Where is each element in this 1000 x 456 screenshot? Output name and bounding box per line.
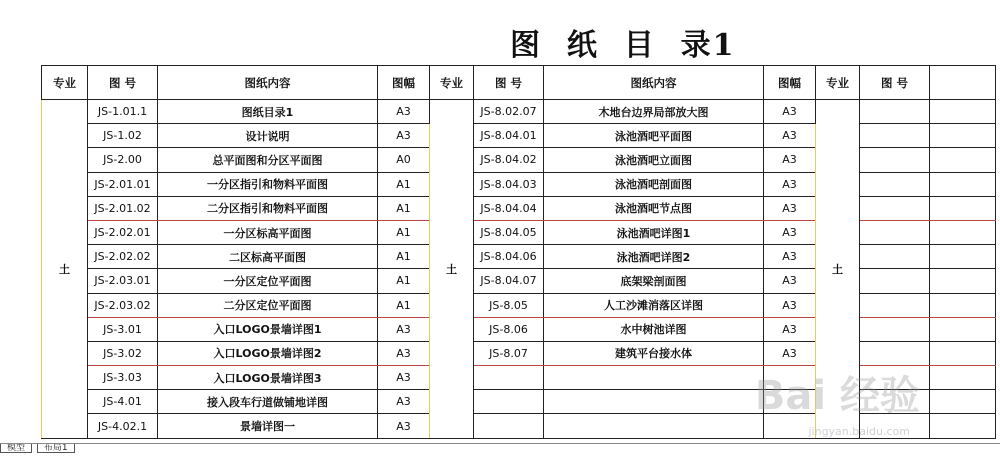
drawing-number: [860, 269, 930, 293]
drawing-number: JS-2.01.02: [88, 196, 158, 220]
drawing-size: A3: [378, 341, 430, 365]
drawing-size: A3: [764, 148, 816, 172]
drawing-number: JS-8.04.03: [474, 172, 544, 196]
drawing-number: JS-2.03.02: [88, 293, 158, 317]
drawing-number: [860, 245, 930, 269]
header-size: 图幅: [378, 66, 430, 100]
drawing-size: [764, 390, 816, 414]
drawing-number: JS-4.02.1: [88, 414, 158, 438]
spec-cell: 土: [430, 100, 474, 439]
drawing-number: JS-1.01.1: [88, 100, 158, 124]
drawing-number: JS-8.04.07: [474, 269, 544, 293]
drawing-content: [930, 245, 996, 269]
header-content: 图纸内容: [544, 66, 764, 100]
drawing-content: [930, 124, 996, 148]
drawing-number: [860, 414, 930, 438]
drawing-content: 二分区定位平面图: [158, 293, 378, 317]
drawing-content: [930, 341, 996, 365]
drawing-number: JS-2.02.02: [88, 245, 158, 269]
drawing-content: [930, 220, 996, 244]
drawing-number: JS-3.03: [88, 366, 158, 390]
drawing-content: 设计说明: [158, 124, 378, 148]
drawing-size: A3: [378, 414, 430, 438]
drawing-size: A3: [764, 341, 816, 365]
drawing-content: 入口LOGO景墙详图1: [158, 317, 378, 341]
drawing-number: [474, 390, 544, 414]
table-row: [42, 100, 996, 124]
spec-cell: 土: [816, 100, 860, 439]
drawing-content: 木地台边界局部放大图: [544, 100, 764, 124]
drawing-content: [930, 414, 996, 438]
drawing-content: 水中树池详图: [544, 317, 764, 341]
drawing-size: A3: [764, 124, 816, 148]
drawing-number: JS-3.02: [88, 341, 158, 365]
header-spec: 专业: [42, 66, 88, 100]
drawing-size: A3: [378, 317, 430, 341]
drawing-number: [860, 148, 930, 172]
drawing-number: JS-8.05: [474, 293, 544, 317]
drawing-content: [930, 196, 996, 220]
drawing-number: [860, 390, 930, 414]
drawing-number: JS-8.04.02: [474, 148, 544, 172]
spec-cell: 土: [42, 100, 88, 439]
drawing-index-table: [41, 65, 996, 439]
drawing-number: JS-8.04.01: [474, 124, 544, 148]
drawing-size: A3: [764, 269, 816, 293]
drawing-content: [930, 100, 996, 124]
drawing-number: JS-8.04.05: [474, 220, 544, 244]
header-spec: 专业: [430, 66, 474, 100]
drawing-size: A3: [764, 196, 816, 220]
header-content: 图纸内容: [158, 66, 378, 100]
drawing-size: A1: [378, 196, 430, 220]
drawing-number: JS-2.03.01: [88, 269, 158, 293]
drawing-content: 二分区指引和物料平面图: [158, 196, 378, 220]
drawing-size: A3: [764, 220, 816, 244]
drawing-content: 入口LOGO景墙详图3: [158, 366, 378, 390]
drawing-content: 景墙详图一: [158, 414, 378, 438]
drawing-number: [860, 317, 930, 341]
drawing-size: A3: [764, 293, 816, 317]
drawing-content: 入口LOGO景墙详图2: [158, 341, 378, 365]
drawing-size: A3: [764, 317, 816, 341]
drawing-content: 总平面图和分区平面图: [158, 148, 378, 172]
drawing-content: [544, 414, 764, 438]
drawing-size: A3: [764, 172, 816, 196]
drawing-content: 一分区指引和物料平面图: [158, 172, 378, 196]
drawing-number: [860, 196, 930, 220]
header-number: 图 号: [474, 66, 544, 100]
drawing-number: [860, 293, 930, 317]
drawing-content: [930, 148, 996, 172]
tab-model[interactable]: 模型: [0, 444, 32, 453]
drawing-size: A1: [378, 172, 430, 196]
drawing-size: A3: [764, 245, 816, 269]
sheet-title: 图 纸 目 录1: [510, 28, 736, 63]
drawing-size: A1: [378, 269, 430, 293]
table-body: [42, 100, 996, 439]
drawing-size: A3: [378, 100, 430, 124]
drawing-number: [860, 100, 930, 124]
drawing-number: [860, 172, 930, 196]
drawing-size: A3: [764, 100, 816, 124]
drawing-number: JS-3.01: [88, 317, 158, 341]
header-number: 图 号: [860, 66, 930, 100]
drawing-content: [930, 390, 996, 414]
drawing-size: A0: [378, 148, 430, 172]
drawing-number: JS-8.02.07: [474, 100, 544, 124]
drawing-number: [474, 366, 544, 390]
drawing-size: A3: [378, 390, 430, 414]
drawing-size: A1: [378, 245, 430, 269]
drawing-number: JS-2.00: [88, 148, 158, 172]
header-blank: [930, 66, 996, 100]
drawing-content: 泳池酒吧剖面图: [544, 172, 764, 196]
drawing-number: [474, 414, 544, 438]
drawing-number: JS-8.04.04: [474, 196, 544, 220]
drawing-number: JS-8.07: [474, 341, 544, 365]
drawing-size: A1: [378, 220, 430, 244]
drawing-content: 泳池酒吧详图2: [544, 245, 764, 269]
drawing-number: JS-8.04.06: [474, 245, 544, 269]
header-size: 图幅: [764, 66, 816, 100]
drawing-content: [544, 390, 764, 414]
drawing-content: [930, 366, 996, 390]
drawing-number: JS-1.02: [88, 124, 158, 148]
drawing-content: 泳池酒吧节点图: [544, 196, 764, 220]
header-spec: 专业: [816, 66, 860, 100]
drawing-number: [860, 366, 930, 390]
drawing-content: 人工沙滩消落区详图: [544, 293, 764, 317]
drawing-content: [930, 172, 996, 196]
drawing-content: 建筑平台接水体: [544, 341, 764, 365]
drawing-number: JS-2.01.01: [88, 172, 158, 196]
drawing-number: [860, 220, 930, 244]
watermark: Bai 经验: [754, 373, 920, 419]
drawing-content: 泳池酒吧平面图: [544, 124, 764, 148]
watermark-url: jingyan.baidu.com: [808, 425, 910, 438]
drawing-content: 图纸目录1: [158, 100, 378, 124]
drawing-size: [764, 414, 816, 438]
header-number: 图 号: [88, 66, 158, 100]
tab-layout1[interactable]: 布局1: [37, 444, 75, 453]
drawing-content: 接入段车行道做铺地详图: [158, 390, 378, 414]
drawing-content: 底架梁剖面图: [544, 269, 764, 293]
drawing-size: A3: [378, 366, 430, 390]
drawing-content: [930, 269, 996, 293]
drawing-content: 一分区定位平面图: [158, 269, 378, 293]
drawing-size: A3: [378, 124, 430, 148]
drawing-number: [860, 124, 930, 148]
drawing-content: [930, 317, 996, 341]
drawing-content: 二区标高平面图: [158, 245, 378, 269]
drawing-content: [544, 366, 764, 390]
drawing-number: [860, 341, 930, 365]
drawing-content: [930, 293, 996, 317]
drawing-number: JS-2.02.01: [88, 220, 158, 244]
drawing-content: 泳池酒吧立面图: [544, 148, 764, 172]
drawing-number: JS-4.01: [88, 390, 158, 414]
drawing-size: A1: [378, 293, 430, 317]
drawing-content: 泳池酒吧详图1: [544, 220, 764, 244]
drawing-content: 一分区标高平面图: [158, 220, 378, 244]
drawing-number: JS-8.06: [474, 317, 544, 341]
drawing-size: [764, 366, 816, 390]
header-row: [42, 66, 996, 100]
